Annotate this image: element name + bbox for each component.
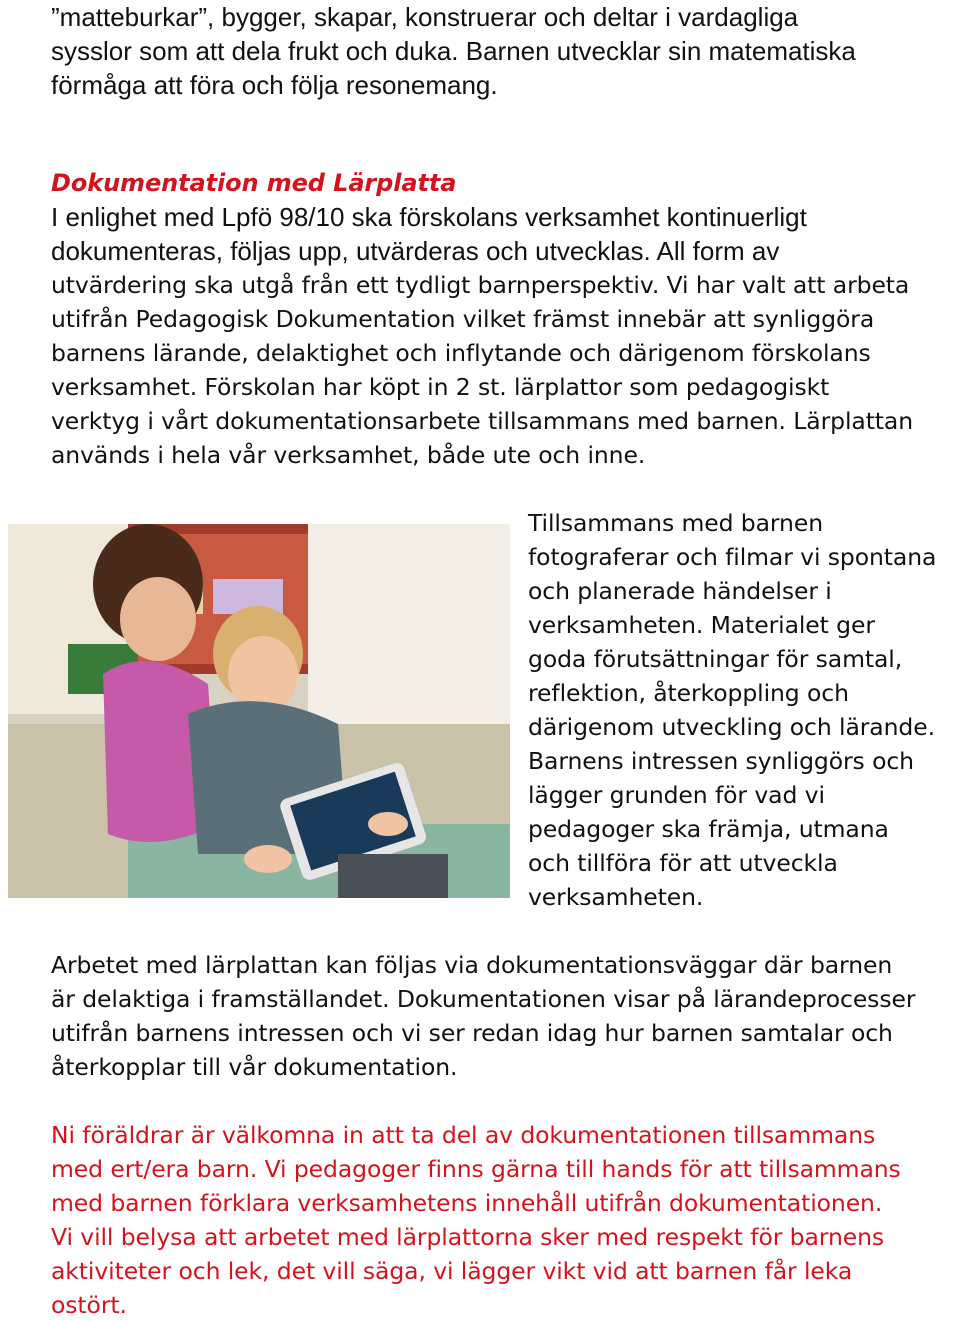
body-line: utvärdering ska utgå från ett tydligt barnperspektiv. Vi har valt att arbeta [51,271,910,299]
side-line: Barnens intressen synliggörs och [528,747,914,775]
body-line: verksamhet. Förskolan har köpt in 2 st. lärplattor som pedagogiskt [51,373,830,401]
children-with-tablet-photo [8,524,510,898]
side-line: goda förutsättningar för samtal, [528,645,903,673]
after-line: är delaktiga i framställandet. Dokumentationen visar på lärandeprocesser [51,985,916,1013]
body-line: dokumenteras, följas upp, utvärderas och utvecklas. All form av [51,236,780,266]
side-line: verksamheten. [528,883,704,911]
side-line: därigenom utveckling och lärande. [528,713,935,741]
body-line: används i hela vår verksamhet, både ute och inne. [51,441,646,469]
side-line: lägger grunden för vad vi [528,781,825,809]
body-line: utifrån Pedagogisk Dokumentation vilket främst innebär att synliggöra [51,305,875,333]
intro-line: ”matteburkar”, bygger, skapar, konstruerar och deltar i vardagliga [51,2,799,32]
side-line: verksamheten. Materialet ger [528,611,875,639]
after-line: Arbetet med lärplattan kan följas via dokumentationsväggar där barnen [51,951,893,979]
intro-line: sysslor som att dela frukt och duka. Barnen utvecklar sin matematiska [51,36,856,66]
parent-line: Ni föräldrar är välkomna in att ta del av dokumentationen tillsammans [51,1121,876,1149]
parent-line: aktiviteter och lek, det vill säga, vi lägger vikt vid att barnen får leka [51,1257,853,1285]
side-line: pedagoger ska främja, utmana [528,815,889,843]
after-line: utifrån barnens intressen och vi ser redan idag hur barnen samtalar och [51,1019,893,1047]
side-line: fotograferar och filmar vi spontana [528,543,937,571]
body-line: verktyg i vårt dokumentationsarbete tillsammans med barnen. Lärplattan [51,407,914,435]
section-heading: Dokumentation med Lärplatta [51,169,457,197]
parent-line: med barnen förklara verksamhetens innehåll utifrån dokumentationen. [51,1189,883,1217]
parent-line: ostört. [51,1291,127,1319]
parent-line: med ert/era barn. Vi pedagoger finns gärna till hands för att tillsammans [51,1155,901,1183]
side-line: och planerade händelser i [528,577,832,605]
after-line: återkopplar till vår dokumentation. [51,1053,458,1081]
side-line: och tillföra för att utveckla [528,849,838,877]
parent-line: Vi vill belysa att arbetet med lärplattorna sker med respekt för barnens [51,1223,885,1251]
side-line: reflektion, återkoppling och [528,679,849,707]
body-line: barnens lärande, delaktighet och inflytande och därigenom förskolans [51,339,871,367]
body-line: I enlighet med Lpfö 98/10 ska förskolans verksamhet kontinuerligt [51,202,807,232]
intro-line: förmåga att föra och följa resonemang. [51,70,498,100]
side-line: Tillsammans med barnen [528,509,824,537]
